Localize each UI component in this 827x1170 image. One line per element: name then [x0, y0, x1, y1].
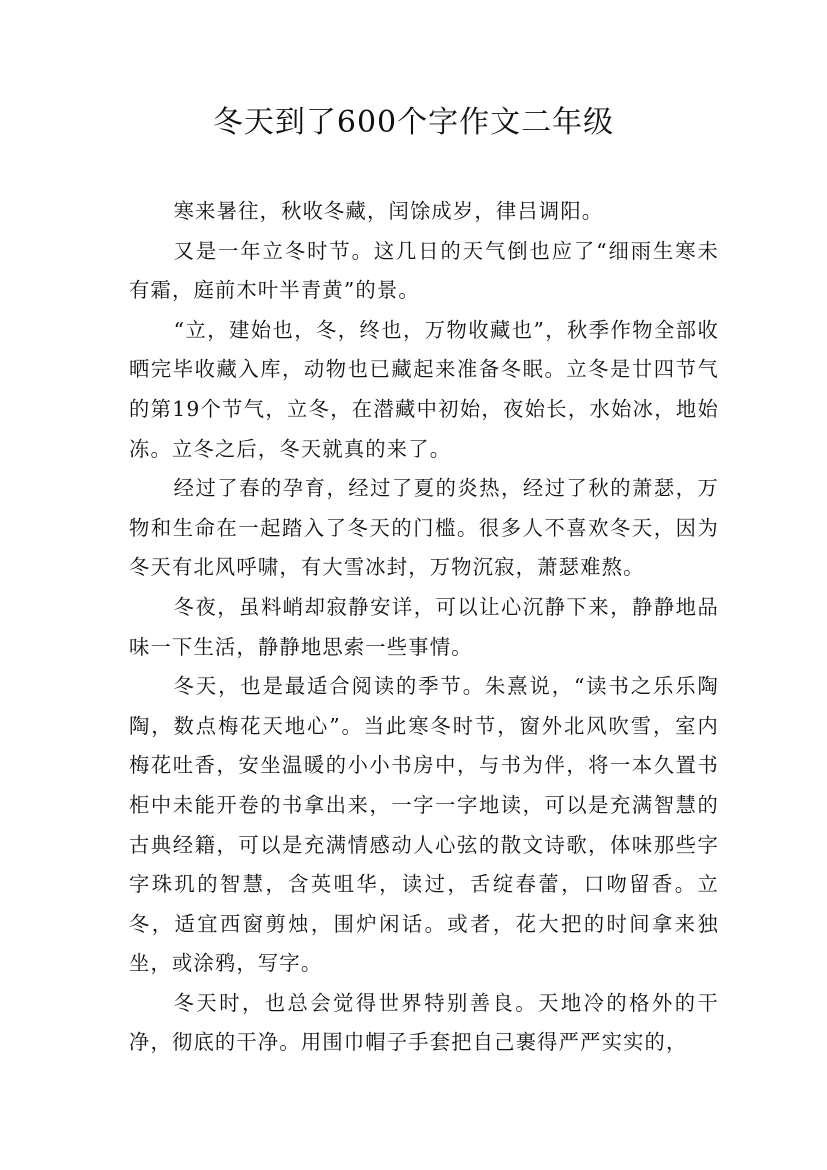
document-title: 冬天到了600个字作文二年级	[212, 105, 615, 140]
paragraph-6: 冬天，也是最适合阅读的季节。朱熹说，“读书之乐乐陶陶，数点梅花天地心”。当此寒冬时节，窗外北风吹雪，室内梅花吐香，安坐温暖的小小书房中，与书为伴，将一本久置书柜中未能开卷的书拿出来，一字一字地读，可以是充满智慧的古典经籍，可以是充满情感动人心弦的散文诗歌，体味那些字字珠玑的智慧，含英咀华，读过，舌绽春蕾，口吻留香。立冬，适宜西窗剪烛，围炉闲话。或者，花大把的时间拿来独坐，或涂鸦，写字。	[129, 674, 719, 976]
paragraph-5: 冬夜，虽料峭却寂静安详，可以让心沉静下来，静静地品味一下生活，静静地思索一些事情。	[129, 594, 719, 659]
paragraph-7: 冬天时，也总会觉得世界特别善良。天地冷的格外的干净，彻底的干净。用围巾帽子手套把自己裹得严严实实的，	[129, 990, 719, 1055]
paragraph-2: 又是一年立冬时节。这几日的天气倒也应了“细雨生寒未有霜，庭前木叶半青黄”的景。	[129, 238, 719, 303]
paragraph-3: “立，建始也，冬，终也，万物收藏也”，秋季作物全部收晒完毕收藏入库，动物也已藏起来准备冬眠。立冬是廿四节气的第19个节气，立冬，在潜藏中初始，夜始长，水始冰，地始冻。立冬之后，冬天就真的来了。	[129, 317, 719, 461]
document-body	[129, 192, 719, 1063]
paragraph-4: 经过了春的孕育，经过了夏的炎热，经过了秋的萧瑟，万物和生命在一起踏入了冬天的门槛。很多人不喜欢冬天，因为冬天有北风呼啸，有大雪冰封，万物沉寂，萧瑟难熬。	[129, 476, 719, 580]
paragraph-1: 寒来暑往，秋收冬藏，闰馀成岁，律吕调阳。	[173, 199, 604, 223]
